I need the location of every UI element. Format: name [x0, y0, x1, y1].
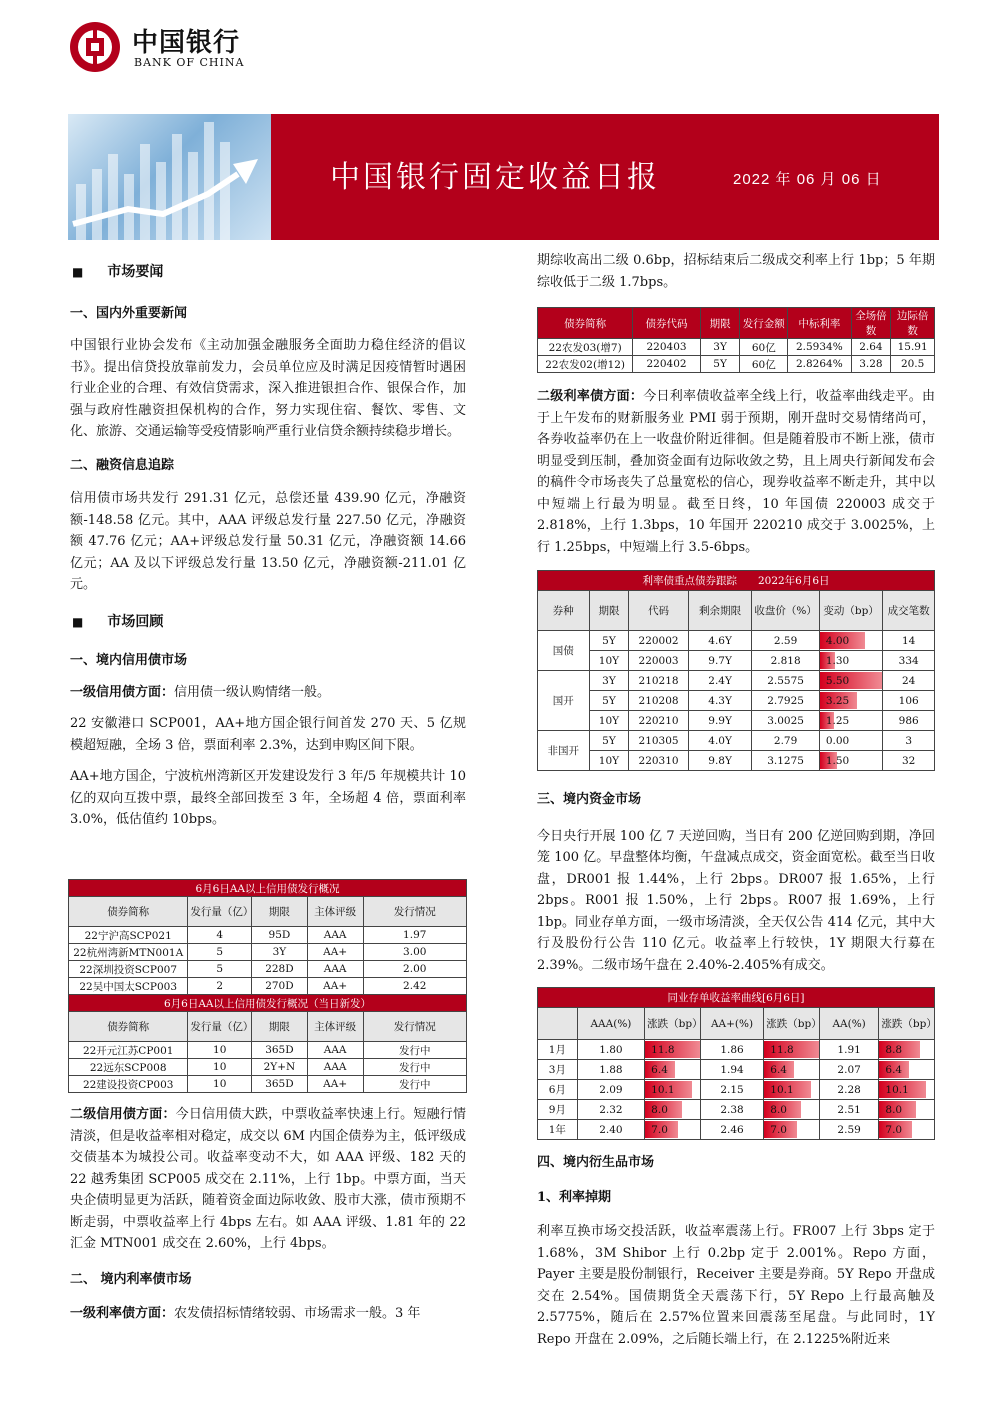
report-date: 2022 年 06 月 06 日: [733, 171, 882, 188]
paragraph-secondary-rate: 二级利率债方面：今日利率债收益率全线上行，收益率曲线走平。由于上午发布的财新服务业 PMI 弱于预期，刚开盘时交易情绪尚可，各券收益率仍在上一收盘价附近徘徊。但是随着股市不断上涨，债市明显受到压制，叠加资金面有边际收敛之势，且上周央行新闻发布会的稿件令市场丧失了总量宽松的信心，现券收益率不断走升，其中以中短端上行最为明显。截至日终，10 年国债 220003 成交于 2.818%，上行 1.3bps，10 年国开 220210 成交于 3.0025%，上行 1.25bps，中短端上行 3.5-6bps。: [537, 389, 935, 555]
rates-header-cell: 变动（bp）: [819, 591, 883, 631]
table-cell: 3月: [538, 1060, 578, 1080]
change-bar-cell: [879, 1080, 935, 1100]
heading-domestic-news: 一、国内外重要新闻: [70, 305, 188, 321]
table-row: [538, 631, 935, 651]
credit-col-status: 发行情况: [363, 897, 467, 927]
table-cell: 10Y: [589, 651, 629, 671]
table-cell: 9月: [538, 1100, 578, 1120]
tender-header-cell: 债券代码: [633, 308, 700, 339]
credit-issuance-table: [68, 879, 467, 1093]
change-bar-cell: [879, 1120, 935, 1140]
cd-header-cell: 涨跌（bp）: [645, 1008, 701, 1040]
rates-header-cell: 成交笔数: [883, 591, 935, 631]
cd-header-cell: AA+(%): [700, 1008, 764, 1040]
table-cell: 9.8Y: [688, 751, 752, 771]
change-bar-cell: [879, 1040, 935, 1060]
table-row: [538, 1100, 935, 1120]
table-cell: 1月: [538, 1040, 578, 1060]
table-cell: 22深圳投资SCP007: [69, 961, 188, 978]
table-row: [538, 356, 935, 373]
rates-header-cell: 收盘价（%）: [752, 591, 819, 631]
credit-col-amount: 发行量（亿）: [188, 897, 252, 927]
change-value: 8.0: [885, 1103, 903, 1116]
change-bar-cell: [819, 631, 883, 651]
tender-table: [537, 307, 935, 373]
right-column-money: [537, 789, 935, 976]
tender-header-cell: 期限: [700, 308, 740, 339]
table-cell: 220310: [629, 751, 689, 771]
change-value: 6.4: [770, 1063, 787, 1076]
change-bar-cell: [879, 1060, 935, 1080]
table-cell: 4: [188, 927, 252, 944]
tender-header-cell: 全场倍数: [851, 308, 891, 339]
table-cell: 5Y: [589, 731, 629, 751]
table-cell: 2.8264%: [788, 356, 852, 373]
credit-table-title: 6月6日AA以上信用债发行概况: [69, 880, 467, 897]
cd-table-title: 同业存单收益率曲线[6月6日]: [538, 988, 935, 1008]
table-cell: 60亿: [740, 339, 788, 356]
paragraph-primary-rate: 一级利率债方面：农发债招标情绪较弱、市场需求一般。3 年: [70, 1306, 421, 1321]
rate-bond-tracking-table: [537, 570, 935, 771]
table-cell: 5: [188, 944, 252, 961]
table-cell: 3.00: [363, 944, 467, 961]
change-bar-cell: [764, 1080, 820, 1100]
paragraph-money-market: 今日央行开展 100 亿 7 天逆回购，当日有 200 亿逆回购到期，净回笼 100 亿。早盘整体均衡，午盘减点成交，资金面宽松。截至当日收盘，DR001 报 1.44%，上行 2bps。DR007 报 1.65%，上行 2bps。R001 报 1.50%，上行 2bps。R007 报 1.69%，上行 1bp。同业存单方面，一级市场清淡，全天仅公告 414 亿元，其中大行及股份行公告 110 亿元。收益率上行较快，1Y 期限大行募在 2.39%。二级市场午盘在 2.40%-2.405%有成交。: [537, 828, 935, 973]
bond-type-cell: 非国开: [538, 731, 590, 771]
change-bar-cell: [879, 1100, 935, 1120]
change-value: 10.1: [770, 1083, 794, 1096]
bank-logo-icon: [70, 22, 120, 72]
table-cell: 9.9Y: [688, 711, 752, 731]
report-banner: [68, 114, 939, 240]
table-cell: 22开元江苏CP001: [69, 1042, 188, 1059]
table-cell: 4.0Y: [688, 731, 752, 751]
table-cell: 22农发03(增7): [538, 339, 633, 356]
table-cell: 334: [883, 651, 935, 671]
cd-yield-table: [537, 987, 935, 1140]
credit-table-title-new: 6月6日AA以上信用债发行概况（当日新发）: [69, 995, 467, 1012]
table-cell: 2.42: [363, 978, 467, 995]
credit-col-name: 债券简称: [69, 897, 188, 927]
table-cell: 5Y: [589, 691, 629, 711]
table-cell: 2.46: [700, 1120, 764, 1140]
change-value: 4.00: [825, 634, 850, 647]
table-cell: 发行中: [363, 1076, 467, 1093]
table-cell: 2.15: [700, 1080, 764, 1100]
table-cell: 发行中: [363, 1059, 467, 1076]
table-cell: 2.818: [752, 651, 819, 671]
heading-financing-tracking: 二、融资信息追踪: [70, 457, 175, 473]
change-bar-cell: [645, 1100, 701, 1120]
table-cell: 6月: [538, 1080, 578, 1100]
table-cell: 2.7925: [752, 691, 819, 711]
table-cell: 210208: [629, 691, 689, 711]
change-bar-cell: [819, 711, 883, 731]
table-cell: 24: [883, 671, 935, 691]
change-bar-cell: [764, 1040, 820, 1060]
change-value: 7.0: [651, 1123, 668, 1136]
change-bar-cell: [645, 1060, 701, 1080]
table-cell: 2.64: [851, 339, 891, 356]
table-cell: 22杭州湾新MTN001A: [69, 944, 188, 961]
table-cell: 3.0025: [752, 711, 819, 731]
paragraph-financing: 信用债市场共发行 291.31 亿元，总偿还量 439.90 亿元，净融资额-148.58 亿元。其中，AAA 评级总发行量 227.50 亿元，净融资额 47.76 亿元；AA+评级总发行量 50.31 亿元，净融资额 14.66 亿元；AA 及以下评级总发行量 13.50 亿元，净融资额-211.01 亿元。: [70, 491, 466, 592]
table-cell: 10: [188, 1059, 252, 1076]
table-row: [538, 1080, 935, 1100]
rates-header-cell: 剩余期限: [688, 591, 752, 631]
rates-header-cell: 代码: [629, 591, 689, 631]
table-cell: 2.40: [577, 1120, 644, 1140]
table-cell: 2.59: [752, 631, 819, 651]
bond-type-cell: 国开: [538, 671, 590, 731]
change-bar-cell: [819, 691, 883, 711]
cd-header-cell: 涨跌（bp）: [879, 1008, 935, 1040]
table-cell: 4.3Y: [688, 691, 752, 711]
change-value: 7.0: [770, 1123, 787, 1136]
change-bar-cell: [764, 1060, 820, 1080]
table-cell: 32: [883, 751, 935, 771]
table-cell: 2.38: [700, 1100, 764, 1120]
table-cell: 95D: [252, 927, 308, 944]
table-row: [538, 751, 935, 771]
change-value: 10.1: [885, 1083, 909, 1096]
table-cell: AA+: [307, 1076, 363, 1093]
table-cell: 发行中: [363, 1042, 467, 1059]
table-cell: 220402: [633, 356, 700, 373]
table-cell: AA+: [307, 978, 363, 995]
table-cell: 210218: [629, 671, 689, 691]
change-bar-cell: [819, 651, 883, 671]
table-cell: 1.88: [577, 1060, 644, 1080]
table-row: [538, 691, 935, 711]
table-cell: 210305: [629, 731, 689, 751]
table-cell: 10Y: [589, 751, 629, 771]
table-cell: 986: [883, 711, 935, 731]
table-cell: 22吴中国太SCP003: [69, 978, 188, 995]
paragraph-primary-credit: 一级信用债方面：信用债一级认购情绪一般。: [70, 684, 331, 700]
change-bar-cell: [645, 1040, 701, 1060]
credit-col-term: 期限: [252, 897, 308, 927]
table-cell: 14: [883, 631, 935, 651]
change-value: 1.25: [825, 714, 850, 727]
table-row: [538, 731, 935, 751]
table-cell: 9.7Y: [688, 651, 752, 671]
credit-col-name: 债券简称: [69, 1012, 188, 1042]
table-cell: 1.94: [700, 1060, 764, 1080]
heading-money-market: 三、境内资金市场: [537, 792, 642, 807]
table-cell: 220002: [629, 631, 689, 651]
bond-type-cell: 国债: [538, 631, 590, 671]
right-column-top: [537, 250, 935, 293]
table-cell: AAA: [307, 961, 363, 978]
right-column-derivatives: [537, 1152, 935, 1350]
table-cell: 5Y: [700, 356, 740, 373]
change-value: 8.8: [885, 1043, 903, 1056]
table-row: [538, 671, 935, 691]
paragraph-anhui-port: 22 安徽港口 SCP001，AA+地方国企银行间首发 270 天、5 亿规模超短融，全场 3 倍，票面利率 2.3%，达到申购区间下限。: [70, 716, 466, 753]
table-row: [69, 927, 467, 944]
table-cell: 3Y: [252, 944, 308, 961]
table-cell: 365D: [252, 1076, 308, 1093]
table-row: [69, 944, 467, 961]
table-cell: 22农发02(增12): [538, 356, 633, 373]
change-value: 11.8: [651, 1043, 675, 1056]
change-bar-cell: [645, 1120, 701, 1140]
table-cell: 270D: [252, 978, 308, 995]
rates-header-cell: 期限: [589, 591, 629, 631]
table-cell: 2.59: [819, 1120, 879, 1140]
rising-chart-image: [68, 114, 271, 240]
table-row: [69, 1042, 467, 1059]
heading-derivatives: 四、境内衍生品市场: [537, 1155, 655, 1170]
table-cell: 1.91: [819, 1040, 879, 1060]
change-value: 0.00: [825, 734, 850, 747]
table-cell: 2.51: [819, 1100, 879, 1120]
paragraph-tender-result: 期综收高出二级 0.6bp，招标结束后二级成交利率上行 1bp；5 年期综收低于二级 1.7bps。: [537, 253, 935, 290]
change-bar-cell: [764, 1120, 820, 1140]
credit-col-rating: 主体评级: [307, 1012, 363, 1042]
right-column-secondary-rate: [537, 386, 935, 558]
table-cell: 106: [883, 691, 935, 711]
cd-header-cell: [538, 1008, 578, 1040]
logo-chinese-name: 中国银行: [132, 28, 241, 58]
paragraph-bank-association: 中国银行业协会发布《主动加强金融服务全面助力稳住经济的倡议书》。提出信贷投放靠前发力，会员单位应及时满足因疫情暂时遇困行业企业的合理、有效信贷需求，深入推进银担合作、银保合作，加强与政府性融资担保机构的合作，努力实现住宿、餐饮、零售、文化、旅游、交通运输等受疫情影响严重行业信贷余额持续稳步增长。: [70, 338, 466, 439]
credit-col-term: 期限: [252, 1012, 308, 1042]
table-cell: 2.09: [577, 1080, 644, 1100]
table-cell: 1年: [538, 1120, 578, 1140]
change-value: 3.25: [825, 694, 850, 707]
change-value: 5.50: [825, 674, 850, 687]
rates-header-cell: 券种: [538, 591, 590, 631]
change-bar-cell: [645, 1080, 701, 1100]
table-cell: 2.5934%: [788, 339, 852, 356]
table-cell: 15.91: [891, 339, 935, 356]
table-row: [538, 1120, 935, 1140]
logo-english-name: BANK OF CHINA: [134, 56, 245, 69]
table-cell: 2.79: [752, 731, 819, 751]
table-cell: 22宁沪高SCP021: [69, 927, 188, 944]
table-cell: 3.1275: [752, 751, 819, 771]
table-row: [69, 961, 467, 978]
change-value: 1.50: [825, 754, 850, 767]
cd-header-cell: AAA(%): [577, 1008, 644, 1040]
credit-col-rating: 主体评级: [307, 897, 363, 927]
table-row: [538, 1060, 935, 1080]
section-market-review: ■ 市场回顾: [72, 612, 466, 634]
table-cell: 2.28: [819, 1080, 879, 1100]
credit-col-status: 发行情况: [363, 1012, 467, 1042]
cd-header-cell: 涨跌（bp）: [764, 1008, 820, 1040]
table-cell: 5Y: [589, 631, 629, 651]
section-market-news: ■ 市场要闻: [72, 262, 466, 284]
table-row: [538, 339, 935, 356]
rates-table-title: 利率债重点债券跟踪 2022年6月6日: [538, 571, 935, 591]
table-row: [69, 978, 467, 995]
heading-rate-bond-market: 二、 境内利率债市场: [70, 1271, 192, 1287]
table-row: [538, 711, 935, 731]
table-cell: AA+: [307, 944, 363, 961]
table-cell: 10: [188, 1042, 252, 1059]
change-bar-cell: [819, 751, 883, 771]
table-cell: AAA: [307, 1042, 363, 1059]
tender-header-cell: 中标利率: [788, 308, 852, 339]
table-cell: 220003: [629, 651, 689, 671]
change-value: 7.0: [885, 1123, 903, 1136]
change-value: 6.4: [885, 1063, 903, 1076]
table-cell: 20.5: [891, 356, 935, 373]
table-cell: 2.4Y: [688, 671, 752, 691]
table-cell: 2.5575: [752, 671, 819, 691]
change-value: 1.30: [825, 654, 850, 667]
table-cell: 3: [883, 731, 935, 751]
table-cell: 228D: [252, 961, 308, 978]
change-value: 11.8: [770, 1043, 794, 1056]
change-value: 8.0: [770, 1103, 787, 1116]
table-row: [538, 651, 935, 671]
change-bar-cell: [819, 731, 883, 751]
change-value: 6.4: [651, 1063, 668, 1076]
bank-logo: [70, 22, 260, 72]
change-value: 10.1: [651, 1083, 675, 1096]
table-cell: 22建设投资CP003: [69, 1076, 188, 1093]
table-row: [538, 1040, 935, 1060]
table-cell: 220210: [629, 711, 689, 731]
table-cell: 220403: [633, 339, 700, 356]
paragraph-ningbo: AA+地方国企，宁波杭州湾新区开发建设发行 3 年/5 年规模共计 10 亿的双向互拨中票，最终全部回拨至 3 年，全场超 4 倍，票面利率 3.0%，低估值约 10bps。: [70, 769, 466, 827]
table-cell: 3Y: [589, 671, 629, 691]
left-column: [70, 262, 466, 831]
table-cell: 1.86: [700, 1040, 764, 1060]
table-cell: 3.28: [851, 356, 891, 373]
table-cell: 22远东SCP008: [69, 1059, 188, 1076]
report-title: 中国银行固定收益日报: [330, 160, 660, 195]
table-cell: 10Y: [589, 711, 629, 731]
table-cell: 4.6Y: [688, 631, 752, 651]
table-cell: 60亿: [740, 356, 788, 373]
table-cell: 365D: [252, 1042, 308, 1059]
change-bar-cell: [819, 671, 883, 691]
table-cell: AAA: [307, 927, 363, 944]
credit-col-amount: 发行量（亿）: [188, 1012, 252, 1042]
heading-credit-bond-market: 一、境内信用债市场: [70, 653, 188, 668]
change-bar-cell: [764, 1100, 820, 1120]
table-cell: 2.07: [819, 1060, 879, 1080]
table-cell: 3Y: [700, 339, 740, 356]
heading-interest-rate-swap: 1、利率掉期: [537, 1189, 612, 1205]
change-value: 8.0: [651, 1103, 668, 1116]
table-cell: 2Y+N: [252, 1059, 308, 1076]
paragraph-secondary-credit: 二级信用债方面：今日信用债大跌，中票收益率快速上行。短融行情清淡，但是收益率相对稳定，成交以 6M 内国企债券为主，低评级成交债基本为城投公司。收益率变动不大，如 AAA 评级、182 天的 22 越秀集团 SCP005 成交在 2.11%，上行 1bp。中票方面，当天央企债明显更为活跃，随着资金面边际收敛、股市大涨，债市预期不断走弱，中票收益率上行 4bps 左右。如 AAA 评级、1.81 年的 22 汇金 MTN001 成交在 2.60%，上行 4bps。: [70, 1107, 466, 1251]
table-cell: 10: [188, 1076, 252, 1093]
tender-header-cell: 债券简称: [538, 308, 633, 339]
table-cell: 2.32: [577, 1100, 644, 1120]
tender-header-cell: 发行金额: [740, 308, 788, 339]
table-cell: 2: [188, 978, 252, 995]
table-row: [69, 1076, 467, 1093]
paragraph-interest-rate-swap: 利率互换市场交投活跃，收益率震荡上行。FR007 上行 3bps 定于 1.68%，3M Shibor 上行 0.2bp 定于 2.001%。Repo 方面，Payer 主要是股份制银行，Receiver 主要是券商。5Y Repo 开盘成交在 2.54%。国债期货全天震荡下行，5Y Repo 上行最高触及 2.5775%，随后在 2.57%位置来回震荡至尾盘。与此同时，1Y Repo 开盘在 2.09%，之后随长端上行，在 2.1225%附近来: [537, 1224, 935, 1347]
table-cell: 5: [188, 961, 252, 978]
table-cell: 1.97: [363, 927, 467, 944]
table-cell: AAA: [307, 1059, 363, 1076]
cd-header-cell: AA(%): [819, 1008, 879, 1040]
table-cell: 2.00: [363, 961, 467, 978]
table-row: [69, 1059, 467, 1076]
tender-header-cell: 边际倍数: [891, 308, 935, 339]
left-column-lower: [70, 1104, 466, 1325]
table-cell: 1.80: [577, 1040, 644, 1060]
